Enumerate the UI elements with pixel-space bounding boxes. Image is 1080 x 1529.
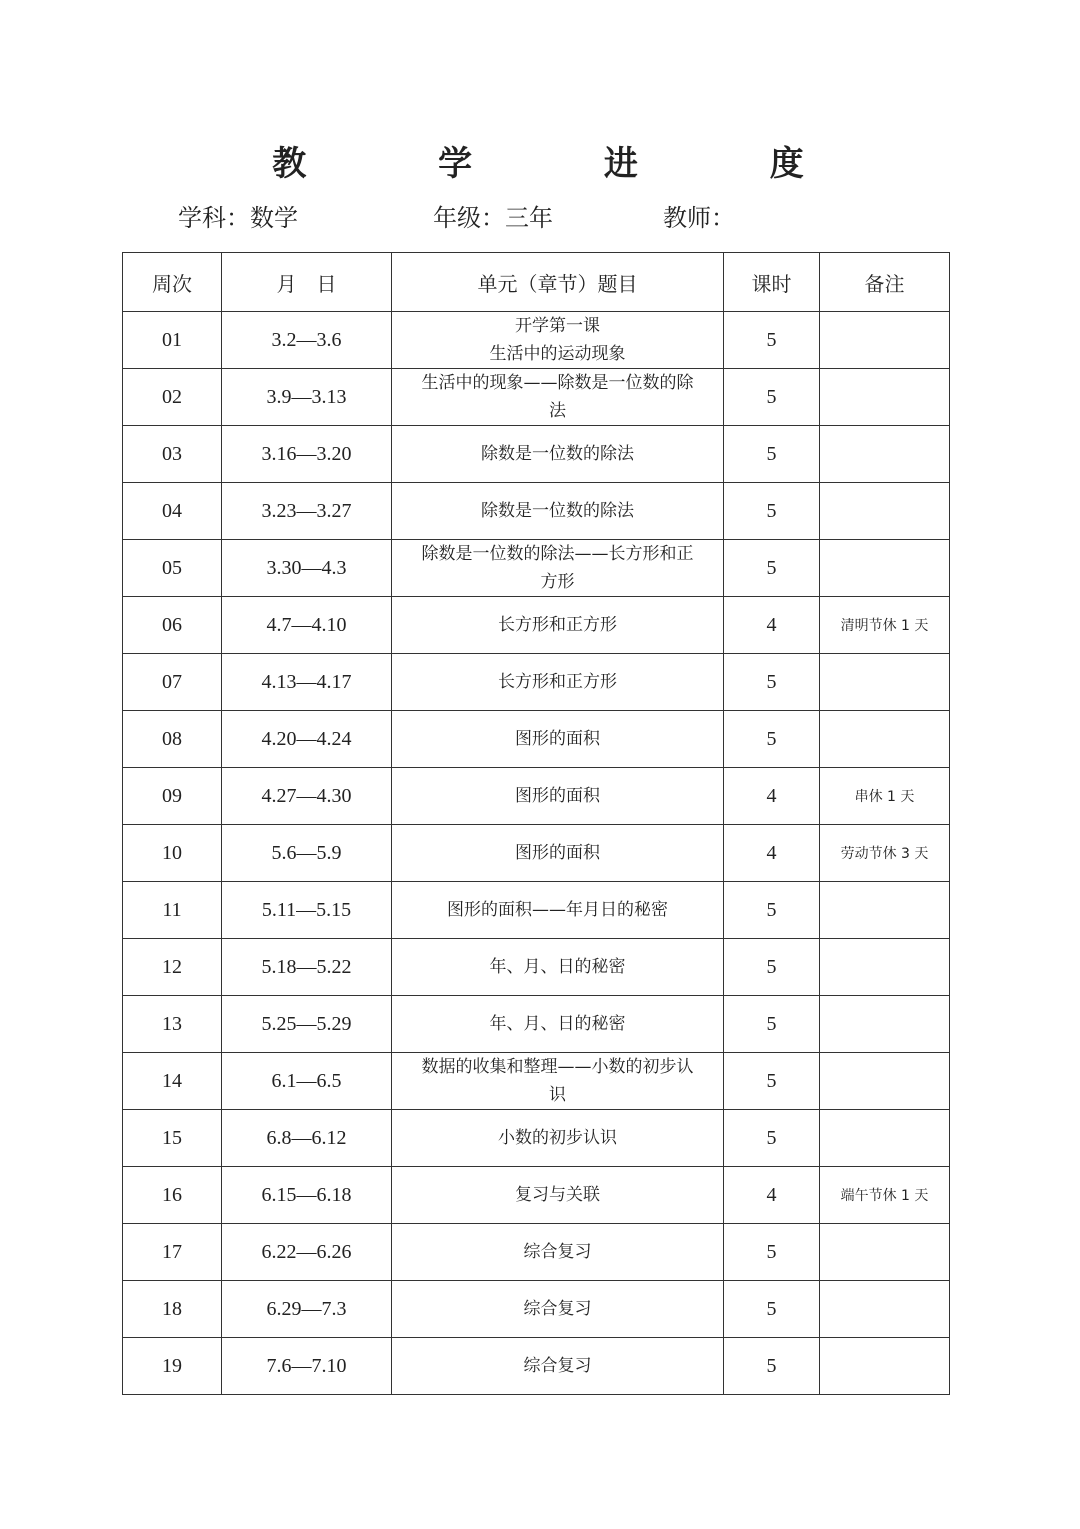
- unit-cell: [392, 1224, 724, 1281]
- unit-line: 综合复习: [523, 1242, 592, 1262]
- header-note: 备注: [820, 253, 950, 312]
- unit-line: 开学第一课: [515, 316, 600, 336]
- unit-cell: [392, 1167, 724, 1224]
- hours-cell: 5: [724, 1338, 820, 1395]
- hours-cell: 5: [724, 711, 820, 768]
- note-cell: [820, 483, 950, 540]
- note-cell: 劳动节休 3 天: [820, 825, 950, 882]
- subject-label: 学科：数学: [178, 204, 298, 232]
- note-cell: [820, 654, 950, 711]
- note-cell: [820, 426, 950, 483]
- week-cell: 04: [123, 483, 222, 540]
- unit-cell: [392, 996, 724, 1053]
- unit-line: 图形的面积: [515, 729, 600, 749]
- hours-cell: 5: [724, 312, 820, 369]
- table-row: [123, 1110, 950, 1167]
- unit-cell: [392, 1281, 724, 1338]
- table-row: [123, 711, 950, 768]
- table-row: [123, 426, 950, 483]
- unit-cell: [392, 483, 724, 540]
- header-unit: 单元（章节）题目: [392, 253, 724, 312]
- table-row: [123, 312, 950, 369]
- unit-line: 除数是一位数的除法: [481, 444, 634, 464]
- info-line: [0, 198, 1080, 238]
- unit-line: 图形的面积——年月日的秘密: [447, 900, 668, 920]
- table-row: [123, 882, 950, 939]
- unit-line: 方形: [540, 572, 575, 592]
- unit-line: 复习与关联: [515, 1185, 600, 1205]
- date-cell: 3.9—3.13: [222, 369, 392, 426]
- date-cell: 3.16—3.20: [222, 426, 392, 483]
- unit-line: 小数的初步认识: [498, 1128, 617, 1148]
- unit-cell: [392, 654, 724, 711]
- hours-cell: 5: [724, 1110, 820, 1167]
- note-cell: 串休 1 天: [820, 768, 950, 825]
- header-week: 周次: [123, 253, 222, 312]
- unit-line: 除数是一位数的除法——长方形和正: [421, 544, 694, 564]
- unit-cell: [392, 597, 724, 654]
- week-cell: 09: [123, 768, 222, 825]
- unit-line: 综合复习: [523, 1299, 592, 1319]
- header-row: [123, 253, 950, 312]
- date-cell: 5.6—5.9: [222, 825, 392, 882]
- note-cell: [820, 312, 950, 369]
- table-row: [123, 825, 950, 882]
- hours-cell: 4: [724, 825, 820, 882]
- date-cell: 4.7—4.10: [222, 597, 392, 654]
- unit-cell: [392, 711, 724, 768]
- table-row: [123, 654, 950, 711]
- date-cell: 3.23—3.27: [222, 483, 392, 540]
- date-cell: 4.27—4.30: [222, 768, 392, 825]
- unit-cell: [392, 312, 724, 369]
- hours-cell: 4: [724, 768, 820, 825]
- table-row: [123, 768, 950, 825]
- unit-line: 生活中的现象——除数是一位数的除: [421, 373, 694, 393]
- note-cell: [820, 996, 950, 1053]
- table-row: [123, 1167, 950, 1224]
- grade-label: 年级：三年: [433, 204, 553, 232]
- unit-cell: [392, 540, 724, 597]
- hours-cell: 5: [724, 996, 820, 1053]
- week-cell: 10: [123, 825, 222, 882]
- week-cell: 19: [123, 1338, 222, 1395]
- table-row: [123, 597, 950, 654]
- unit-line: 数据的收集和整理——小数的初步认: [421, 1057, 694, 1077]
- note-cell: [820, 711, 950, 768]
- week-cell: 18: [123, 1281, 222, 1338]
- date-cell: 4.13—4.17: [222, 654, 392, 711]
- unit-line: 年、月、日的秘密: [489, 957, 626, 977]
- table-row: [123, 1338, 950, 1395]
- date-cell: 5.25—5.29: [222, 996, 392, 1053]
- schedule-body: [123, 312, 950, 1395]
- unit-line: 除数是一位数的除法: [481, 501, 634, 521]
- unit-line: 长方形和正方形: [498, 615, 617, 635]
- schedule-table: [122, 252, 950, 1395]
- table-row: [123, 996, 950, 1053]
- unit-cell: [392, 1338, 724, 1395]
- note-cell: [820, 1053, 950, 1110]
- unit-line: 识: [549, 1085, 566, 1105]
- hours-cell: 5: [724, 483, 820, 540]
- unit-cell: [392, 1053, 724, 1110]
- week-cell: 13: [123, 996, 222, 1053]
- unit-line: 法: [549, 401, 566, 421]
- week-cell: 01: [123, 312, 222, 369]
- hours-cell: 5: [724, 1053, 820, 1110]
- unit-line: 生活中的运动现象: [489, 344, 626, 364]
- note-cell: 清明节休 1 天: [820, 597, 950, 654]
- date-cell: 6.8—6.12: [222, 1110, 392, 1167]
- note-cell: [820, 1110, 950, 1167]
- table-row: [123, 540, 950, 597]
- note-cell: [820, 540, 950, 597]
- header-date: 月 日: [222, 253, 392, 312]
- unit-cell: [392, 825, 724, 882]
- unit-cell: [392, 882, 724, 939]
- unit-cell: [392, 939, 724, 996]
- unit-cell: [392, 1110, 724, 1167]
- table-row: [123, 1281, 950, 1338]
- note-cell: [820, 1281, 950, 1338]
- date-cell: 5.18—5.22: [222, 939, 392, 996]
- week-cell: 11: [123, 882, 222, 939]
- page-title: 教 学 进 度: [272, 144, 864, 184]
- date-cell: 6.22—6.26: [222, 1224, 392, 1281]
- week-cell: 03: [123, 426, 222, 483]
- date-cell: 6.1—6.5: [222, 1053, 392, 1110]
- week-cell: 06: [123, 597, 222, 654]
- date-cell: 4.20—4.24: [222, 711, 392, 768]
- table-row: [123, 939, 950, 996]
- date-cell: 6.15—6.18: [222, 1167, 392, 1224]
- table-row: [123, 369, 950, 426]
- week-cell: 12: [123, 939, 222, 996]
- week-cell: 14: [123, 1053, 222, 1110]
- table-row: [123, 483, 950, 540]
- hours-cell: 5: [724, 939, 820, 996]
- note-cell: 端午节休 1 天: [820, 1167, 950, 1224]
- date-cell: 3.30—4.3: [222, 540, 392, 597]
- week-cell: 02: [123, 369, 222, 426]
- unit-line: 图形的面积: [515, 786, 600, 806]
- hours-cell: 5: [724, 426, 820, 483]
- note-cell: [820, 939, 950, 996]
- hours-cell: 5: [724, 369, 820, 426]
- week-cell: 05: [123, 540, 222, 597]
- unit-line: 年、月、日的秘密: [489, 1014, 626, 1034]
- date-cell: 5.11—5.15: [222, 882, 392, 939]
- hours-cell: 5: [724, 654, 820, 711]
- date-cell: 3.2—3.6: [222, 312, 392, 369]
- note-cell: [820, 1224, 950, 1281]
- unit-cell: [392, 426, 724, 483]
- header-hours: 课时: [724, 253, 820, 312]
- week-cell: 16: [123, 1167, 222, 1224]
- date-cell: 6.29—7.3: [222, 1281, 392, 1338]
- teacher-label: 教师：: [663, 204, 735, 232]
- hours-cell: 5: [724, 882, 820, 939]
- note-cell: [820, 1338, 950, 1395]
- hours-cell: 5: [724, 540, 820, 597]
- unit-line: 综合复习: [523, 1356, 592, 1376]
- week-cell: 15: [123, 1110, 222, 1167]
- unit-cell: [392, 768, 724, 825]
- hours-cell: 5: [724, 1281, 820, 1338]
- hours-cell: 4: [724, 1167, 820, 1224]
- note-cell: [820, 369, 950, 426]
- note-cell: [820, 882, 950, 939]
- unit-line: 长方形和正方形: [498, 672, 617, 692]
- table-row: [123, 1053, 950, 1110]
- unit-cell: [392, 369, 724, 426]
- date-cell: 7.6—7.10: [222, 1338, 392, 1395]
- week-cell: 07: [123, 654, 222, 711]
- week-cell: 08: [123, 711, 222, 768]
- week-cell: 17: [123, 1224, 222, 1281]
- hours-cell: 4: [724, 597, 820, 654]
- hours-cell: 5: [724, 1224, 820, 1281]
- table-row: [123, 1224, 950, 1281]
- unit-line: 图形的面积: [515, 843, 600, 863]
